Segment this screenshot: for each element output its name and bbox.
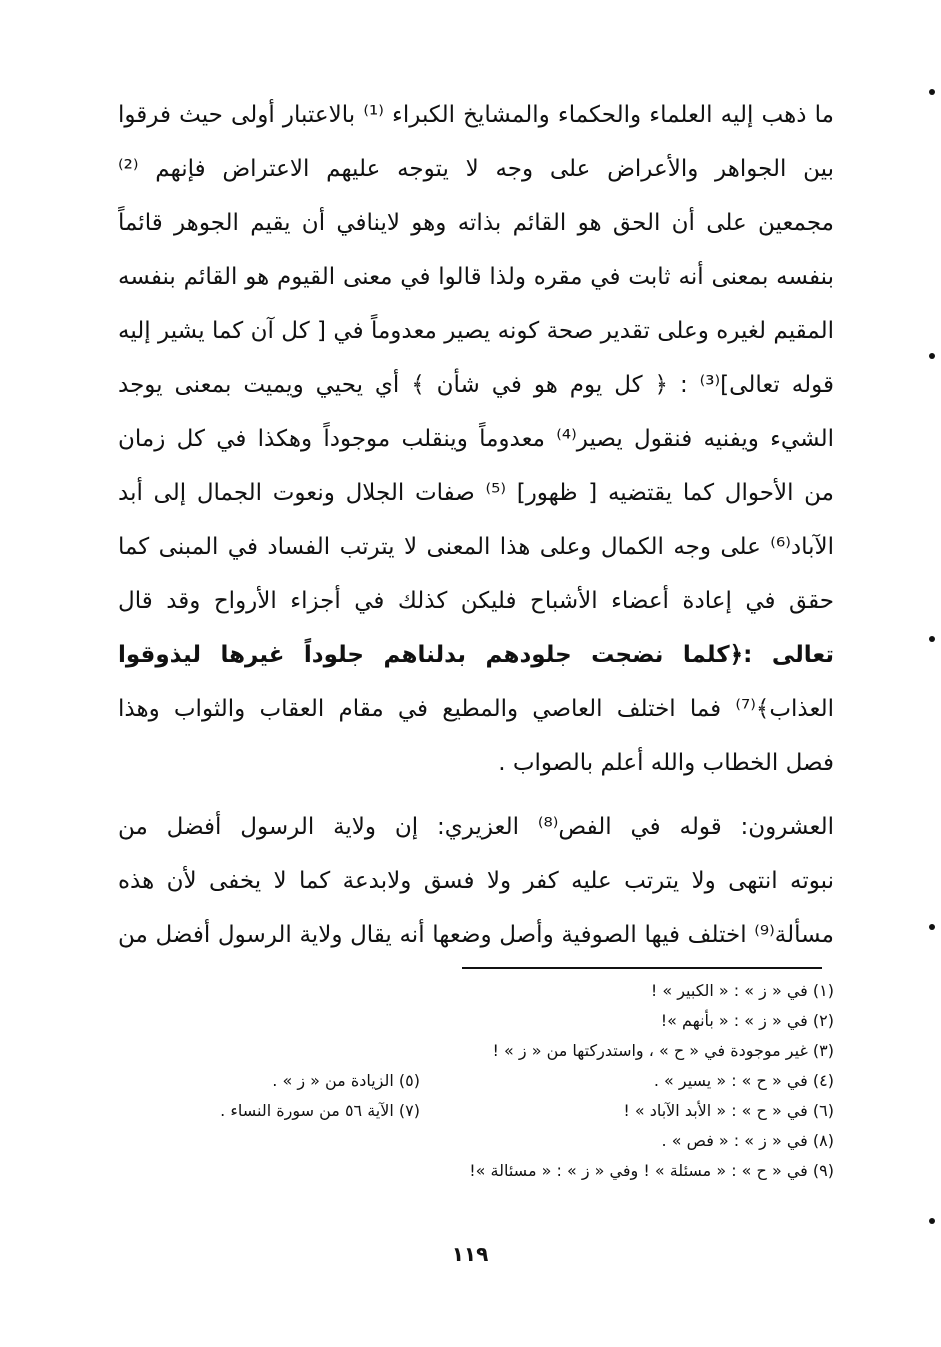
text-line: العشرون: قوله في الفص⁽⁸⁾ العزيري: إن ولاية الرسول أفضل من [118, 814, 834, 840]
text-line: مجمعين على أن الحق هو القائم بذاته وهو لاينافي أن يقيم الجوهر قائماً [118, 210, 834, 236]
text-line: قوله تعالى]⁽³⁾ : ﴿ كل يوم هو في شأن ﴾ أي يحيي ويميت بمعنى يوجد [118, 372, 834, 398]
footnote-row [150, 1066, 834, 1096]
footnote-row [150, 1126, 834, 1156]
margin-dot-5 [929, 1218, 935, 1224]
margin-dot-2 [929, 353, 935, 359]
footnote-3: (٣) غير موجودة في « ح » ، واستدركتها من « ز » ! [492, 1041, 834, 1060]
footnote-divider [462, 967, 822, 969]
text-line: نبوته انتهى ولا يترتب عليه كفر ولا فسق ولابدعة كما لا يخفى لأن هذه [118, 868, 834, 894]
text-line: الآباد⁽⁶⁾ على وجه الكمال وعلى هذا المعنى لا يترتب الفساد في المبنى كما [118, 534, 834, 560]
footnote-row [150, 1156, 834, 1186]
footnote-4: (٤) في « ح » : « يسير » . [653, 1071, 834, 1090]
footnote-2: (٢) في « ز » : « بأنهم »! [660, 1011, 834, 1030]
main-paragraph-2 [118, 800, 834, 962]
margin-dot-1 [929, 89, 935, 95]
quran-verse-line: تعالى :﴿كلما نضجت جلودهم بدلناهم جلوداً غيرها ليذوقوا [118, 642, 834, 668]
text-line: من الأحوال كما يقتضيه [ ظهور] ⁽⁵⁾ صفات الجلال ونعوت الجمال إلى أبد [118, 480, 834, 506]
text-line: الشيء ويفنيه فنقول يصير⁽⁴⁾ معدوماً وينقلب موجوداً وهكذا في كل زمان [118, 426, 834, 452]
text-line: مسألة⁽⁹⁾ اختلف فيها الصوفية وأصل وضعها أنه يقال ولاية الرسول أفضل من [118, 922, 834, 948]
margin-dot-3 [929, 636, 935, 642]
footnote-row [150, 1006, 834, 1036]
main-paragraph-1 [118, 88, 834, 790]
page-number: ١١٩ [451, 1242, 489, 1266]
text-line: حقق في إعادة أعضاء الأشباح فليكن كذلك في أجزاء الأرواح وقد قال [118, 588, 834, 614]
footnotes [150, 976, 834, 1186]
margin-dot-4 [929, 924, 935, 930]
text-line: المقيم لغيره وعلى تقدير صحة كونه يصير معدوماً في [ كل آن كما يشير إليه [118, 318, 834, 344]
text-line: العذاب﴾⁽⁷⁾ فما اختلف العاصي والمطيع في مقام العقاب والثواب وهذا [118, 696, 834, 722]
footnote-6: (٦) في « ح » : « الأبد الآباد » ! [623, 1101, 834, 1120]
footnote-9: (٩) في « ح » : « مسئلة » ! وفي « ز » : « مسئالة »! [469, 1161, 834, 1180]
footnote-7: (٧) الآية ٥٦ من سورة النساء . [220, 1101, 420, 1120]
text-line: بين الجواهر والأعراض على وجه لا يتوجه عليهم الاعتراض فإنهم ⁽²⁾ [118, 156, 834, 182]
footnote-1: (١) في « ز » : « الكبير » ! [650, 981, 834, 1000]
footnote-row [150, 1036, 834, 1066]
footnote-row [150, 1096, 834, 1126]
footnote-8: (٨) في « ز » : « فص » . [661, 1131, 834, 1150]
text-line: فصل الخطاب والله أعلم بالصواب . [498, 750, 834, 776]
text-line: ما ذهب إليه العلماء والحكماء والمشايخ الكبراء ⁽¹⁾ بالاعتبار أولى حيث فرقوا [118, 102, 834, 128]
footnote-row [150, 976, 834, 1006]
footnote-5: (٥) الزيادة من « ز » . [272, 1071, 420, 1090]
text-line: بنفسه بمعنى أنه ثابت في مقره ولذا قالوا في معنى القيوم هو القائم بنفسه [118, 264, 834, 290]
